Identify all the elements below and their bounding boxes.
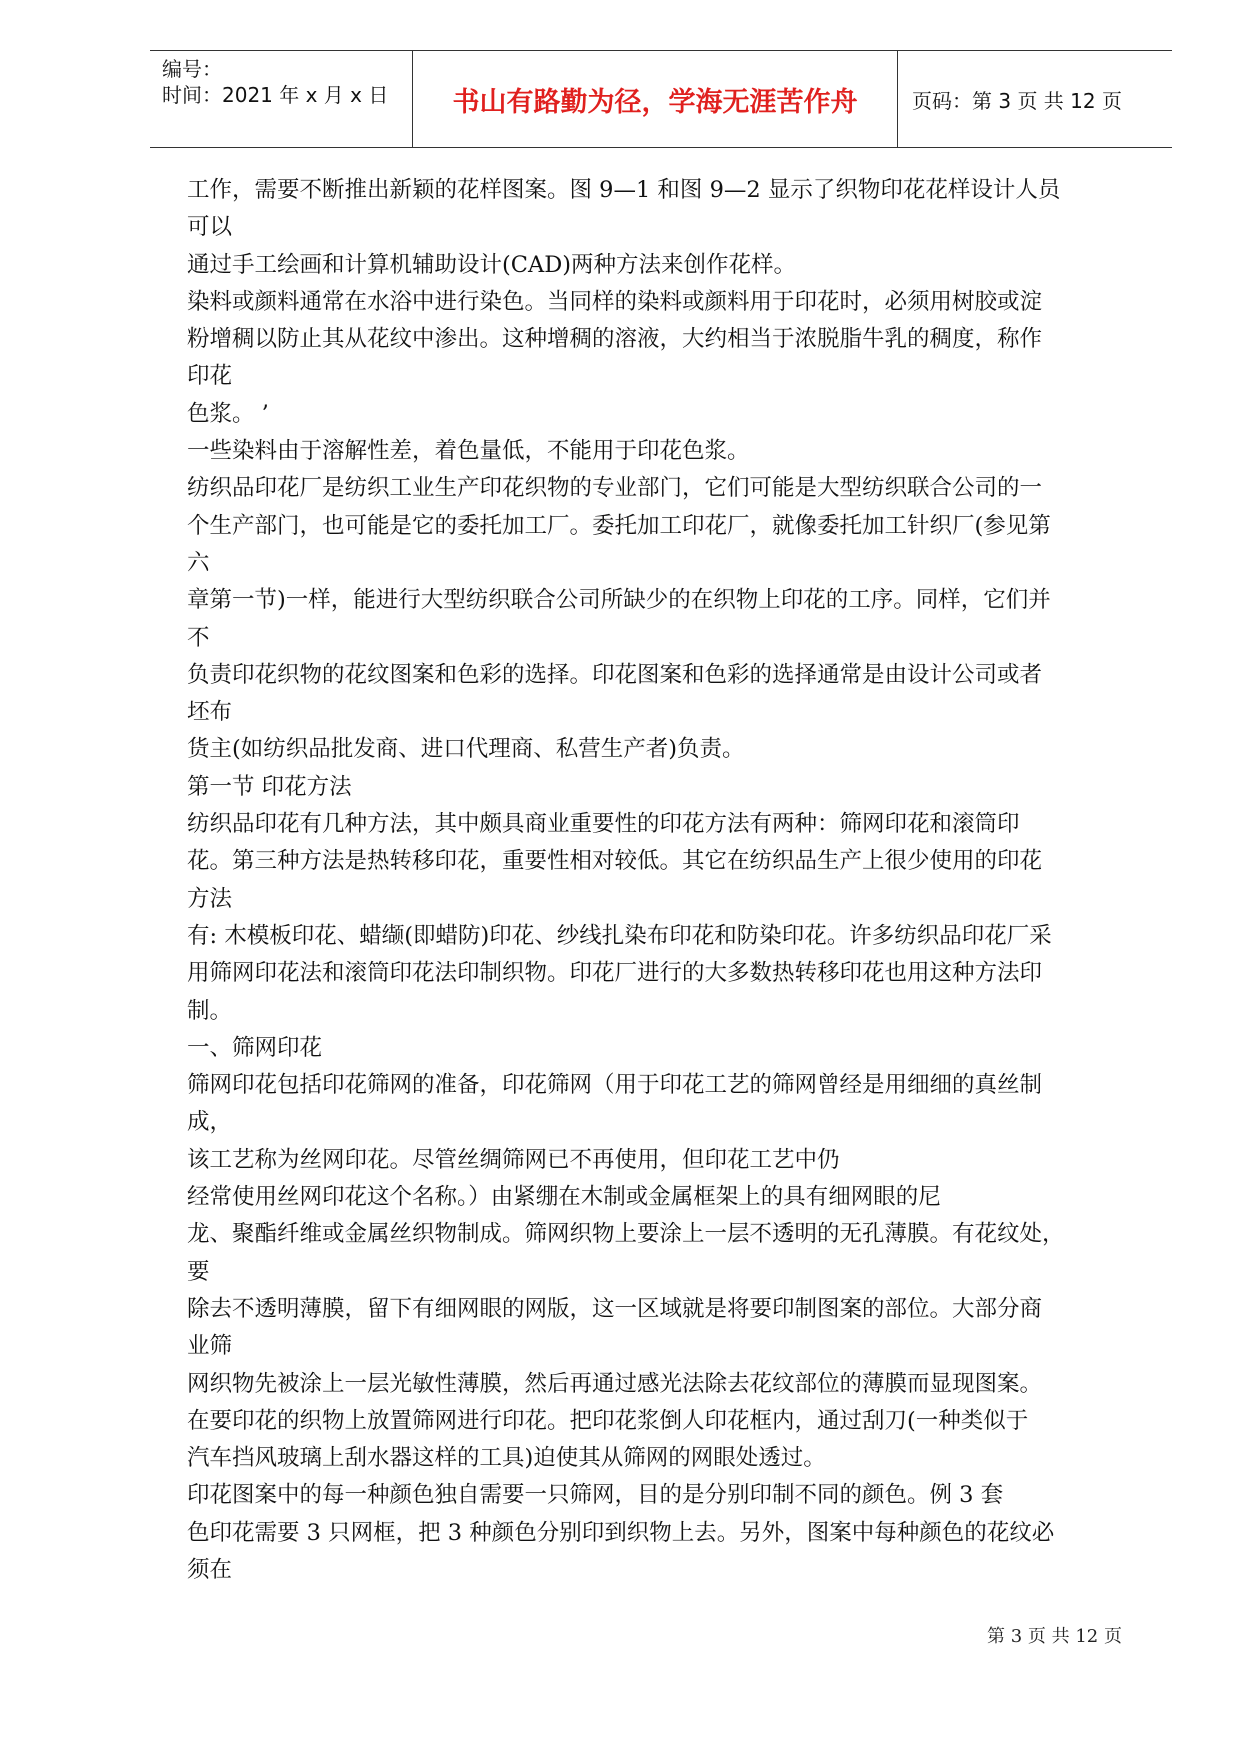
body-text-line: 负责印花织物的花纹图案和色彩的选择。印花图案和色彩的选择通常是由设计公司或者 xyxy=(187,661,1043,688)
body-text-line: 网织物先被涂上一层光敏性薄膜，然后再通过感光法除去花纹部位的薄膜而显现图案。 xyxy=(187,1370,1043,1397)
body-text-line: 制。 xyxy=(187,997,233,1024)
body-text-line: 成， xyxy=(187,1109,233,1136)
body-text-line: 印花 xyxy=(187,363,233,390)
body-text-line: 货主(如纺织品批发商、进口代理商、私营生产者)负责。 xyxy=(187,736,745,763)
body-text-line: 通过手工绘画和计算机辅助设计(CAD)两种方法来创作花样。 xyxy=(187,251,797,278)
body-text-line: 染料或颜料通常在水浴中进行染色。当同样的染料或颜料用于印花时，必须用树胶或淀 xyxy=(187,288,1043,315)
body-text-line: 纺织品印花有几种方法，其中颇具商业重要性的印花方法有两种：筛网印花和滚筒印 xyxy=(187,811,1020,838)
body-text-line: 粉增稠以防止其从花纹中渗出。这种增稠的溶液，大约相当于浓脱脂牛乳的稠度，称作 xyxy=(187,326,1043,353)
body-text-line: 方法 xyxy=(187,885,233,912)
header-page-number: 页码：第 3 页 共 12 页 xyxy=(912,88,1122,113)
body-text-line: 须在 xyxy=(187,1556,233,1583)
body-text-line: 要 xyxy=(187,1258,210,1285)
document-number-label: 编号： xyxy=(162,57,222,81)
body-text-line: 除去不透明薄膜，留下有细网眼的网版，这一区域就是将要印制图案的部位。大部分商 xyxy=(187,1295,1043,1322)
body-text-line: 花。第三种方法是热转移印花，重要性相对较低。其它在纺织品生产上很少使用的印花 xyxy=(187,848,1043,875)
body-text-line: 业筛 xyxy=(187,1333,233,1360)
body-text-line: 色浆。 ’ xyxy=(187,400,269,427)
body-text-line: 坯布 xyxy=(187,699,233,726)
body-text-line: 章第一节)一样，能进行大型纺织联合公司所缺少的在织物上印花的工序。同样，它们并 xyxy=(187,587,1051,614)
body-text-line: 第一节 印花方法 xyxy=(187,773,352,800)
body-text-line: 该工艺称为丝网印花。尽管丝绸筛网已不再使用，但印花工艺中仍 xyxy=(187,1146,840,1173)
header-meta xyxy=(162,51,412,147)
document-body xyxy=(187,172,1147,1589)
body-text-line: 印花图案中的每一种颜色独自需要一只筛网，目的是分别印制不同的颜色。例 3 套 xyxy=(187,1482,1004,1509)
body-text-line: 色印花需要 3 只网框，把 3 种颜色分别印到织物上去。另外，图案中每种颜色的花纹必 xyxy=(187,1519,1055,1546)
body-text-line: 一、筛网印花 xyxy=(187,1034,323,1061)
body-text-line: 不 xyxy=(187,624,210,651)
body-text-line: 可以 xyxy=(187,214,233,241)
body-text-line: 工作，需要不断推出新颖的花样图案。图 9—1 和图 9—2 显示了织物印花花样设计人员 xyxy=(187,177,1061,203)
document-time-label: 时间：2021 年 x 月 x 日 xyxy=(162,83,389,107)
body-text-line: 在要印花的织物上放置筛网进行印花。把印花浆倒人印花框内，通过刮刀(一种类似于 xyxy=(187,1407,1029,1434)
header-motto: 书山有路勤为径，学海无涯苦作舟 xyxy=(412,51,898,147)
body-text-line: 个生产部门，也可能是它的委托加工厂。委托加工印花厂，就像委托加工针织厂(参见第 xyxy=(187,512,1051,539)
body-text-line: 纺织品印花厂是纺织工业生产印花织物的专业部门，它们可能是大型纺织联合公司的一 xyxy=(187,475,1043,502)
body-text-line: 经常使用丝网印花这个名称。）由紧绷在木制或金属框架上的具有细网眼的尼 xyxy=(187,1184,941,1211)
body-text-line: 六 xyxy=(187,549,210,576)
body-text-line: 汽车挡风玻璃上刮水器这样的工具)迫使其从筛网的网眼处透过。 xyxy=(187,1445,826,1472)
body-text-line: 筛网印花包括印花筛网的准备，印花筛网（用于印花工艺的筛网曾经是用细细的真丝制 xyxy=(187,1072,1043,1099)
body-text-line: 一些染料由于溶解性差，着色量低，不能用于印花色浆。 xyxy=(187,438,750,465)
page-header xyxy=(150,50,1172,148)
body-text-line: 龙、聚酯纤维或金属丝织物制成。筛网织物上要涂上一层不透明的无孔薄膜。有花纹处， xyxy=(187,1221,1065,1248)
body-text-line: 用筛网印花法和滚筒印花法印制织物。印花厂进行的大多数热转移印花也用这种方法印 xyxy=(187,960,1043,987)
page-footer: 第 3 页 共 12 页 xyxy=(987,1626,1122,1647)
body-text-line: 有: 木模板印花、蜡缬(即蜡防)印花、纱线扎染布印花和防染印花。许多纺织品印花厂采 xyxy=(187,922,1052,949)
